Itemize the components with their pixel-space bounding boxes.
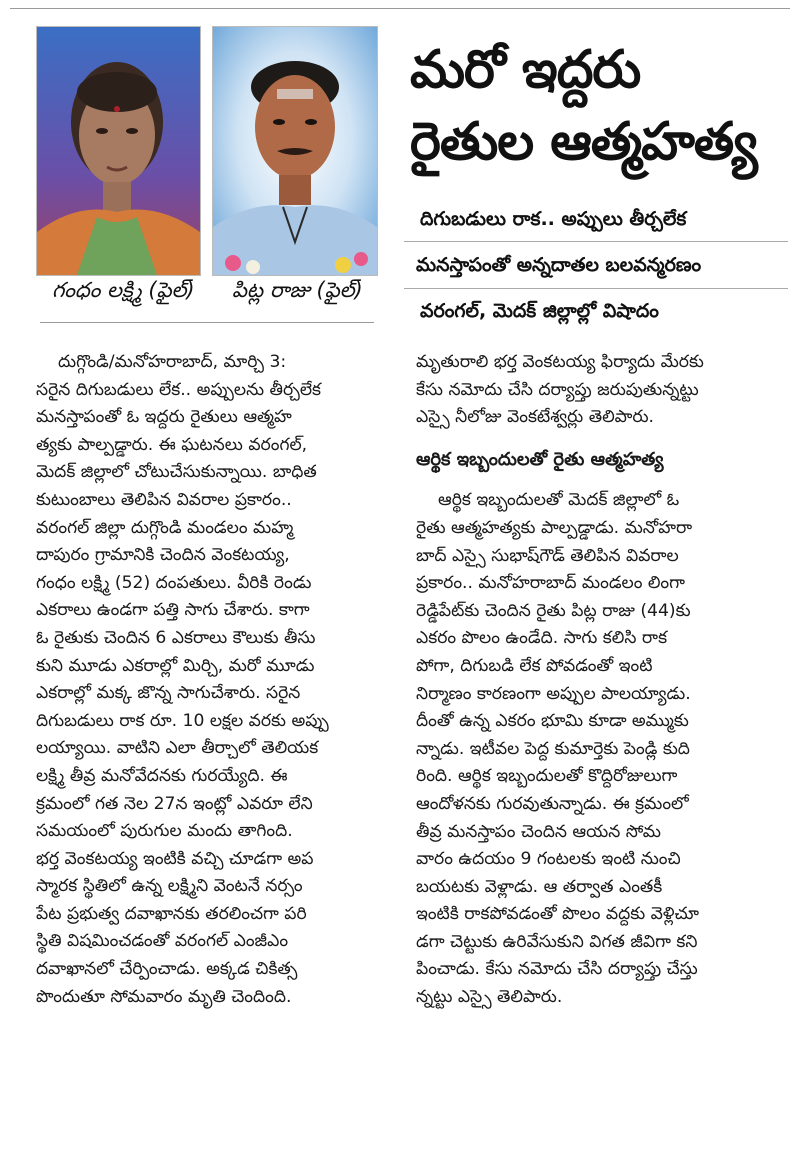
text-line: బాద్ ఎస్సై సుభాష్‌గౌడ్ తెలిపిన వివరాల (416, 545, 679, 566)
text-line: పోగా, దిగుబడి లేక పోవడంతో ఇంటి (416, 655, 653, 676)
text-line: మృతురాలి భర్త వెంకటయ్య ఫిర్యాదు మేరకు (416, 352, 704, 372)
text-line: పేట ప్రభుత్వ దవాఖానకు తరలించగా పరి (36, 903, 307, 924)
photo-caption-left: గంధం లక్ష్మి (ఫైల్) (52, 278, 195, 302)
text-line: మెదక్ జిల్లాలో చోటుచేసుకున్నాయి. బాధిత (36, 462, 317, 483)
text-line: దాపురం గ్రామానికి చెందిన వెంకటయ్య, (36, 545, 290, 566)
text-line: తీవ్ర మనస్తాపం చెందిన ఆయన సోమ (416, 821, 661, 842)
text-line: దవాఖానలో చేర్పించాడు. అక్కడ చికిత్స (36, 959, 298, 980)
text-line: దీంతో ఉన్న ఎకరం భూమి కూడా అమ్ముకు (416, 711, 689, 732)
photo-pitla-raju (212, 26, 378, 276)
text-line: ఆందోళనకు గురవుతున్నాడు. ఈ క్రమంలో (416, 793, 689, 814)
article-left-column (36, 349, 398, 1011)
text-line: వరంగల్ జిల్లా దుగ్గొండి మండలం మహ్మ (36, 517, 294, 538)
text-line: సమయంలో పురుగుల మందు తాగింది. (36, 821, 293, 842)
woman-portrait-icon (37, 27, 200, 275)
text-line: ఇంటికి రాకపోవడంతో పొలం వద్దకు వెళ్లిచూ (416, 904, 700, 925)
spacer (416, 432, 782, 446)
text-line: మనస్తాపంతో ఓ ఇద్దరు రైతులు ఆత్మహ (36, 407, 292, 428)
headline-line-2: రైతుల ఆత్మహత్య (410, 112, 757, 172)
text-line: ప్రకారం.. మనోహరాబాద్ మండలం లింగా (416, 573, 685, 594)
text-line: కుటుంబాలు తెలిపిన వివరాల ప్రకారం.. (36, 489, 292, 510)
text-line: కుని మూడు ఎకరాల్లో మిర్చి, మరో మూడు (36, 655, 315, 676)
text-line: కేసు నమోదు చేసి దర్యాప్తు జరుపుతున్నట్టు (416, 379, 699, 400)
section-subheading: ఆర్థిక ఇబ్బందులతో రైతు ఆత్మహత్య (416, 448, 664, 470)
text-line: దిగుబడులు రాక రూ. 10 లక్షల వరకు అప్పు (36, 710, 329, 731)
deck-divider (404, 288, 788, 289)
text-line: ఆర్థిక ఇబ్బందులతో మెదక్ జిల్లాలో ఓ (438, 490, 680, 511)
text-line: ఎస్సై నీలోజు వెంకటేశ్వర్లు తెలిపారు. (416, 407, 655, 428)
text-line: ఎకరం పొలం ఉండేది. సాగు కలిసి రాక (416, 628, 668, 649)
text-line: న్నట్టు ఎస్సై తెలిపారు. (416, 987, 563, 1008)
text-line: భర్త వెంకటయ్య ఇంటికి వచ్చి చూడగా అప (36, 848, 314, 869)
headline-line-1: మరో ఇద్దరు (410, 40, 641, 100)
text-line: పించాడు. కేసు నమోదు చేసి దర్యాప్తు చేస్తు (416, 959, 698, 980)
text-line: నిర్మాణం కారణంగా అప్పుల పాలయ్యాడు. (416, 683, 691, 704)
text-line: వారం ఉదయం 9 గంటలకు ఇంటి నుంచి (416, 849, 681, 870)
top-rule (10, 8, 790, 9)
text-line: స్థితి విషమించడంతో వరంగల్ ఎంజీఎం (36, 931, 289, 952)
deck-line-1: దిగుబడులు రాక.. అప్పులు తీర్చలేక (420, 208, 687, 230)
text-line: లక్ష్మి తీవ్ర మనోవేదనకు గురయ్యేది. ఈ (36, 765, 288, 786)
text-line: క్రమంలో గత నెల 27న ఇంట్లో ఎవరూ లేని (36, 793, 313, 814)
text-line: ఓ రైతుకు చెందిన 6 ఎకరాలు కౌలుకు తీసు (36, 627, 316, 648)
deck-line-2: మనస్తాపంతో అన్నదాతల బలవన్మరణం (416, 254, 702, 276)
text-line: లయ్యాయి. వాటిని ఎలా తీర్చాలో తెలియక (36, 738, 319, 759)
deck-divider (404, 241, 788, 242)
text-line: పొందుతూ సోమవారం మృతి చెందింది. (36, 986, 292, 1007)
text-line: న్నాడు. ఇటీవల పెద్ద కుమార్తెకు పెండ్లి కుది (416, 738, 690, 759)
deck-line-3: వరంగల్, మెదక్ జిల్లాల్లో విషాదం (420, 300, 659, 322)
text-line: రెడ్డిపేట్‌కు చెందిన రైతు పిట్ల రాజు (44)కు (416, 600, 691, 621)
caption-divider (40, 322, 374, 323)
text-line: రింది. ఆర్థిక ఇబ్బందులతో కొద్దిరోజులుగా (416, 766, 678, 787)
photo-gandham-lakshmi (36, 26, 201, 276)
article-right-column (416, 349, 782, 1012)
text-line: గంధం లక్ష్మి (52) దంపతులు. వీరికి రెండు (36, 572, 312, 593)
text-line: స్మారక స్థితిలో ఉన్న లక్ష్మిని వెంటనే నర్సం (36, 876, 303, 897)
text-line: ఎకరాలు ఉండగా పత్తి సాగు చేశారు. కాగా (36, 600, 310, 621)
spacer (416, 473, 782, 487)
text-line: దుగ్గొండి/మనోహరాబాద్, మార్చి 3: (58, 352, 287, 372)
text-line: సరైన దిగుబడులు లేక.. అప్పులను తీర్చలేక (36, 379, 321, 400)
text-line: డగా చెట్టుకు ఉరివేసుకుని విగత జీవిగా కని (416, 931, 698, 952)
photo-caption-right: పిట్ల రాజు (ఫైల్) (232, 278, 363, 302)
text-line: బయటకు వెళ్లాడు. ఆ తర్వాత ఎంతకీ (416, 876, 663, 897)
text-line: రైతు ఆత్మహత్యకు పాల్పడ్డాడు. మనోహరా (416, 517, 693, 538)
text-line: ఎకరాల్లో మక్క జొన్న సాగుచేశారు. సరైన (36, 683, 301, 704)
man-portrait-icon (213, 27, 377, 275)
text-line: త్యకు పాల్పడ్డారు. ఈ ఘటనలు వరంగల్, (36, 434, 308, 455)
